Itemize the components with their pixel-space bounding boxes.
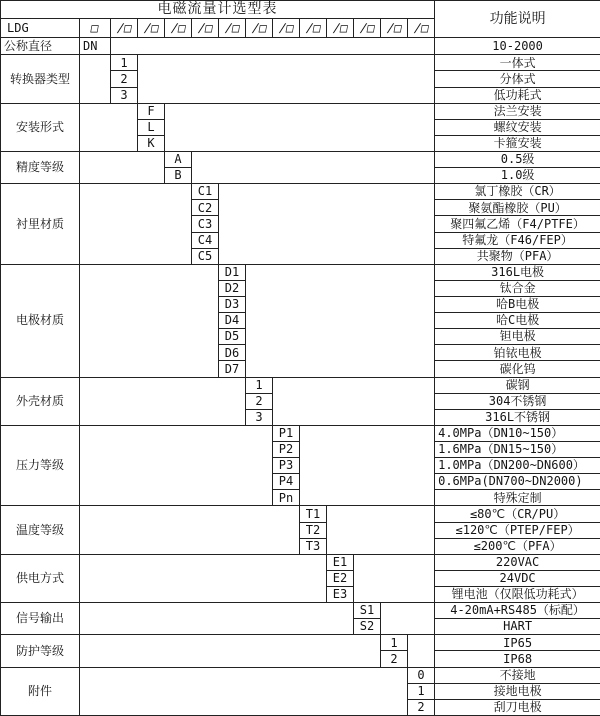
option-code: 1 [408, 683, 435, 699]
option-desc: 共聚物（PFA） [435, 248, 600, 264]
option-code: P1 [273, 425, 300, 441]
slot-box-glyph: /□ [196, 20, 214, 35]
section-right-spacer [354, 554, 435, 602]
option-code: C5 [192, 248, 219, 264]
option-desc: 卡箍安装 [435, 135, 600, 151]
option-desc: IP68 [435, 651, 600, 667]
option-desc: 哈B电极 [435, 297, 600, 313]
section-left-spacer [80, 184, 192, 265]
model-slot-checkbox [327, 19, 354, 38]
option-desc: 刮刀电极 [435, 699, 600, 715]
option-desc: ≤200℃（PFA） [435, 538, 600, 554]
slot-box-glyph: /□ [223, 20, 241, 35]
option-desc: 316L电极 [435, 264, 600, 280]
section-label-0: 转换器类型 [1, 55, 80, 103]
section-right-spacer [327, 506, 435, 554]
option-desc: 1.0级 [435, 168, 600, 184]
page-title: 电磁流量计选型表 [1, 1, 435, 19]
option-code: T1 [300, 506, 327, 522]
diameter-spacer [111, 38, 435, 55]
option-code: 0 [408, 667, 435, 683]
option-desc: 法兰安装 [435, 103, 600, 119]
option-code: C4 [192, 232, 219, 248]
option-desc: 304不锈钢 [435, 393, 600, 409]
section-left-spacer [80, 667, 408, 715]
option-code: P4 [273, 474, 300, 490]
option-desc: 1.6MPa（DN15~150） [435, 441, 600, 457]
slot-box-glyph: /□ [358, 20, 376, 35]
option-desc: 4.0MPa（DN10~150） [435, 425, 600, 441]
option-code: D1 [219, 264, 246, 280]
model-slot-checkbox [300, 19, 327, 38]
section-left-spacer [80, 635, 381, 667]
option-desc: 不接地 [435, 667, 600, 683]
option-desc: 铂铱电极 [435, 345, 600, 361]
model-prefix: LDG [1, 19, 80, 38]
section-left-spacer [80, 603, 354, 635]
option-code: K [138, 135, 165, 151]
option-desc: 氯丁橡胶（CR） [435, 184, 600, 200]
option-desc: 4-20mA+RS485（标配） [435, 603, 600, 619]
option-code: C3 [192, 216, 219, 232]
section-left-spacer [80, 425, 273, 506]
section-right-spacer [408, 635, 435, 667]
option-desc: 聚四氟乙烯（F4/PTFE） [435, 216, 600, 232]
option-code: C2 [192, 200, 219, 216]
option-desc: 一体式 [435, 55, 600, 71]
option-desc: ≤80℃（CR/PU） [435, 506, 600, 522]
slot-box-glyph: /□ [331, 20, 349, 35]
section-right-spacer [138, 55, 435, 103]
option-code: D4 [219, 313, 246, 329]
option-code: P3 [273, 458, 300, 474]
option-code: 3 [246, 409, 273, 425]
model-slot-checkbox [219, 19, 246, 38]
option-code: 2 [111, 71, 138, 87]
section-label-6: 压力等级 [1, 425, 80, 506]
section-label-5: 外壳材质 [1, 377, 80, 425]
option-code: S1 [354, 603, 381, 619]
option-code: 2 [408, 699, 435, 715]
section-label-8: 供电方式 [1, 554, 80, 602]
option-code: 3 [111, 87, 138, 103]
slot-box-glyph: /□ [412, 20, 430, 35]
option-desc: 特殊定制 [435, 490, 600, 506]
slot-box-glyph: /□ [385, 20, 403, 35]
option-code: T2 [300, 522, 327, 538]
slot-box-glyph: /□ [304, 20, 322, 35]
option-code: E3 [327, 586, 354, 602]
slot-box-glyph: /□ [142, 20, 160, 35]
option-desc: 螺纹安装 [435, 119, 600, 135]
option-code: 1 [246, 377, 273, 393]
section-label-1: 安装形式 [1, 103, 80, 151]
slot-box-glyph: /□ [115, 20, 133, 35]
option-code: C1 [192, 184, 219, 200]
option-desc: 1.0MPa（DN200~DN600） [435, 458, 600, 474]
option-desc: 低功耗式 [435, 87, 600, 103]
option-desc: 特氟龙（F46/FEP） [435, 232, 600, 248]
function-column-header: 功能说明 [435, 1, 600, 38]
section-label-7: 温度等级 [1, 506, 80, 554]
option-desc: 钽电极 [435, 329, 600, 345]
option-desc: 接地电极 [435, 683, 600, 699]
option-code: F [138, 103, 165, 119]
slot-box-glyph: /□ [277, 20, 295, 35]
option-code: D2 [219, 280, 246, 296]
model-slot-checkbox [246, 19, 273, 38]
section-right-spacer [246, 264, 435, 377]
option-code: P2 [273, 441, 300, 457]
option-code: Pn [273, 490, 300, 506]
section-label-3: 衬里材质 [1, 184, 80, 265]
section-left-spacer [80, 377, 246, 425]
model-base-checkbox [80, 19, 111, 38]
option-desc: 钛合金 [435, 280, 600, 296]
option-code: A [165, 152, 192, 168]
option-code: D3 [219, 297, 246, 313]
diameter-label: 公称直径 [1, 38, 80, 55]
option-desc: 316L不锈钢 [435, 409, 600, 425]
model-slot-checkbox [192, 19, 219, 38]
section-left-spacer [80, 103, 138, 151]
section-label-9: 信号输出 [1, 603, 80, 635]
option-desc: 碳化钨 [435, 361, 600, 377]
option-code: T3 [300, 538, 327, 554]
section-label-4: 电极材质 [1, 264, 80, 377]
option-desc: 哈C电极 [435, 313, 600, 329]
option-desc: 0.6MPa(DN700~DN2000) [435, 474, 600, 490]
option-code: E2 [327, 570, 354, 586]
option-desc: IP65 [435, 635, 600, 651]
diameter-code: DN [80, 38, 111, 55]
option-code: 2 [381, 651, 408, 667]
section-right-spacer [300, 425, 435, 506]
option-code: D6 [219, 345, 246, 361]
model-slot-checkbox [408, 19, 435, 38]
option-code: 1 [111, 55, 138, 71]
option-code: B [165, 168, 192, 184]
section-left-spacer [80, 55, 111, 103]
section-label-11: 附件 [1, 667, 80, 715]
section-right-spacer [165, 103, 435, 151]
option-code: 1 [381, 635, 408, 651]
section-right-spacer [381, 603, 435, 635]
slot-box-glyph: /□ [250, 20, 268, 35]
model-slot-checkbox [165, 19, 192, 38]
section-label-2: 精度等级 [1, 152, 80, 184]
option-desc: 220VAC [435, 554, 600, 570]
option-desc: 0.5级 [435, 152, 600, 168]
diameter-desc: 10-2000 [435, 38, 600, 55]
section-right-spacer [192, 152, 435, 184]
model-slot-checkbox [138, 19, 165, 38]
option-desc: 碳钢 [435, 377, 600, 393]
section-right-spacer [273, 377, 435, 425]
slot-box-glyph: /□ [169, 20, 187, 35]
option-desc: 分体式 [435, 71, 600, 87]
base-box-glyph: □ [90, 20, 100, 35]
option-desc: 24VDC [435, 570, 600, 586]
option-code: D5 [219, 329, 246, 345]
model-slot-checkbox [273, 19, 300, 38]
option-desc: ≤120℃（PTEP/FEP） [435, 522, 600, 538]
model-slot-checkbox [354, 19, 381, 38]
section-right-spacer [219, 184, 435, 265]
option-desc: 锂电池（仅限低功耗式） [435, 586, 600, 602]
section-left-spacer [80, 506, 300, 554]
section-label-10: 防护等级 [1, 635, 80, 667]
option-code: S2 [354, 619, 381, 635]
option-code: 2 [246, 393, 273, 409]
section-left-spacer [80, 264, 219, 377]
model-slot-checkbox [381, 19, 408, 38]
option-code: L [138, 119, 165, 135]
section-left-spacer [80, 152, 165, 184]
option-code: D7 [219, 361, 246, 377]
model-slot-checkbox [111, 19, 138, 38]
option-desc: 聚氨酯橡胶（PU） [435, 200, 600, 216]
section-left-spacer [80, 554, 327, 602]
option-desc: HART [435, 619, 600, 635]
option-code: E1 [327, 554, 354, 570]
